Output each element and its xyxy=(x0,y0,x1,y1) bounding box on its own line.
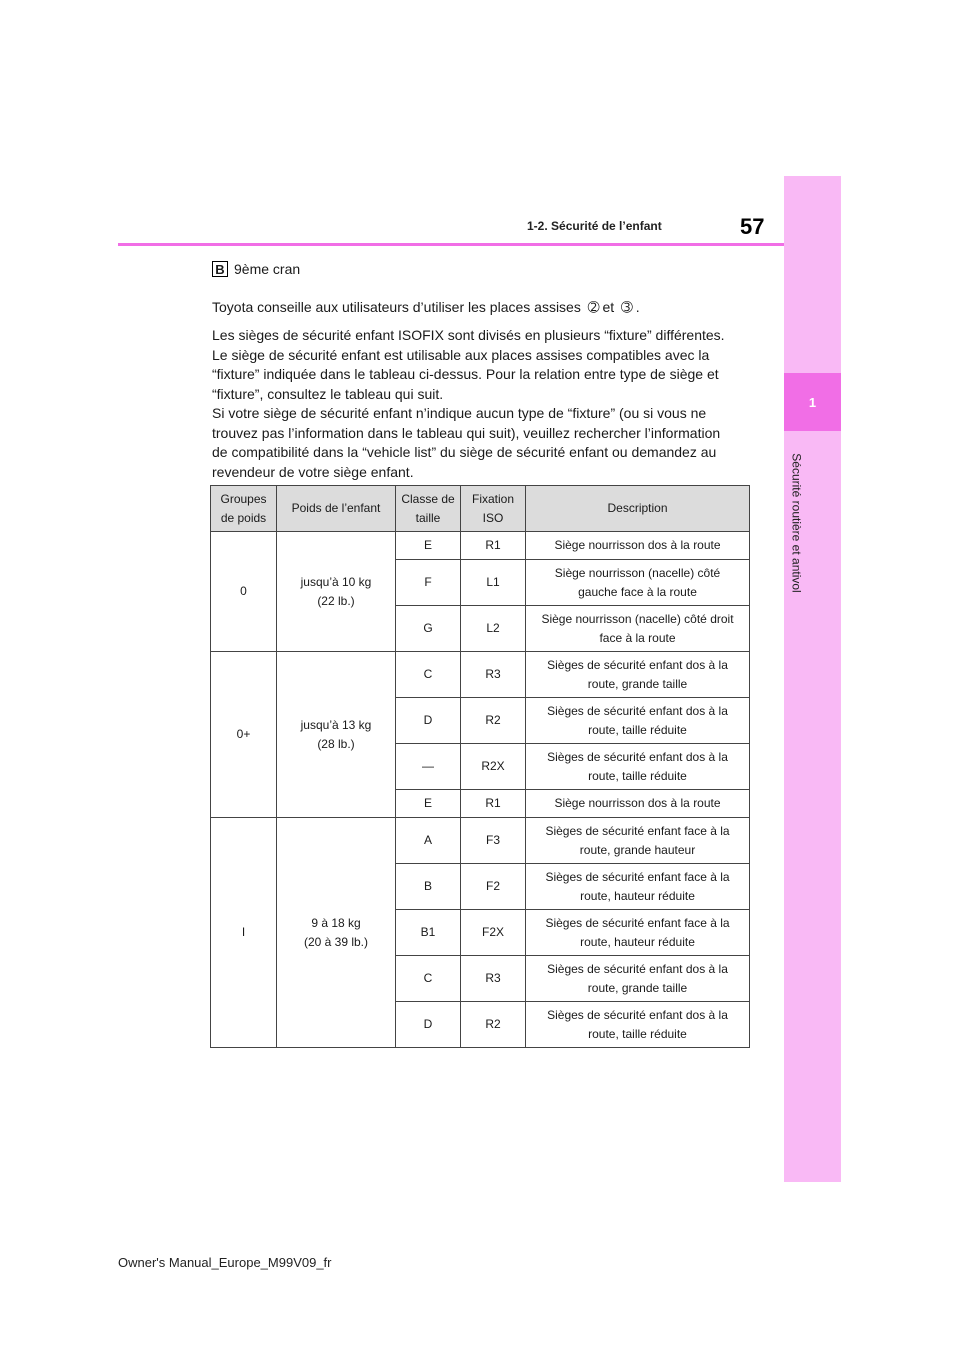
description-cell xyxy=(526,1002,750,1048)
explanation-line: “fixture” indiquée dans le tableau ci-dessus. Pour la relation entre type de siège et xyxy=(212,366,719,382)
size-class-cell: E xyxy=(396,532,461,560)
description-line: route, taille réduite xyxy=(588,1026,687,1041)
header-text: taille xyxy=(415,510,441,525)
isofix-explanation-paragraph xyxy=(212,326,752,482)
explanation-line: “fixture”, consultez le tableau qui suit. xyxy=(212,385,444,402)
description-line: route, taille réduite xyxy=(588,722,687,737)
description-line: route, grande taille xyxy=(587,980,688,995)
section-title: 1-2. Sécurité de l’enfant xyxy=(527,219,662,233)
explanation-line: revendeur de votre siège enfant. xyxy=(212,463,414,480)
header-size-class xyxy=(396,486,461,532)
description-line: Sièges de sécurité enfant face à la xyxy=(545,915,730,930)
size-class-cell: D xyxy=(396,1002,461,1048)
size-class-cell: G xyxy=(396,606,461,652)
explanation-line: Les sièges de sécurité enfant ISOFIX sont divisés en plusieurs “fixture” différentes. xyxy=(212,327,725,343)
description-line: route, taille réduite xyxy=(588,768,687,783)
description-line: Siège nourrisson dos à la route xyxy=(554,796,721,810)
description-cell xyxy=(526,698,750,744)
size-class-cell: — xyxy=(396,744,461,790)
size-class-cell: C xyxy=(396,652,461,698)
description-line: Sièges de sécurité enfant dos à la xyxy=(547,657,728,672)
description-cell xyxy=(526,818,750,864)
description-line: Sièges de sécurité enfant dos à la xyxy=(547,703,728,718)
weight-lb: (22 lb.) xyxy=(317,593,355,608)
size-class-cell: A xyxy=(396,818,461,864)
description-line: Sièges de sécurité enfant dos à la xyxy=(547,961,728,976)
manual-footer: Owner's Manual_Europe_M99V09_fr xyxy=(118,1255,332,1270)
explanation-line: Si votre siège de sécurité enfant n’indique aucun type de “fixture” (ou si vous ne xyxy=(212,405,707,421)
child-weight-cell xyxy=(277,652,396,818)
header-description xyxy=(526,486,750,532)
iso-fixture-cell: R1 xyxy=(461,532,526,560)
description-line: gauche face à la route xyxy=(578,584,697,599)
description-line: Siège nourrisson (nacelle) côté droit xyxy=(541,611,734,626)
chapter-side-tab xyxy=(784,176,841,1182)
chapter-number-box xyxy=(784,373,841,431)
marker-b-label: 9ème cran xyxy=(234,261,301,277)
weight-group-cell: I xyxy=(211,818,277,1048)
iso-fixture-cell: F2 xyxy=(461,864,526,910)
iso-fixture-cell: R1 xyxy=(461,790,526,818)
weight-kg: jusqu’à 10 kg xyxy=(300,574,372,589)
weight-group-cell: 0 xyxy=(211,532,277,652)
description-line: route, grande hauteur xyxy=(579,842,696,857)
iso-fixture-cell: R2X xyxy=(461,744,526,790)
iso-fixture-cell: F2X xyxy=(461,910,526,956)
size-class-cell: D xyxy=(396,698,461,744)
size-class-cell: E xyxy=(396,790,461,818)
description-line: Sièges de sécurité enfant dos à la xyxy=(547,749,728,764)
explanation-line: de compatibilité dans la “vehicle list” du siège de sécurité enfant ou demandez au xyxy=(212,444,717,460)
description-cell xyxy=(526,864,750,910)
seat-3-icon: ➂ xyxy=(621,299,633,315)
description-line: route, grande taille xyxy=(587,676,688,691)
child-weight-cell xyxy=(277,818,396,1048)
size-class-cell: C xyxy=(396,956,461,1002)
header-text: ISO xyxy=(482,510,504,525)
iso-fixture-cell: R2 xyxy=(461,698,526,744)
chapter-label: Sécurité routière et antivol xyxy=(790,452,804,593)
header-child-weight xyxy=(277,486,396,532)
weight-lb: (20 à 39 lb.) xyxy=(303,934,369,949)
description-cell xyxy=(526,532,750,560)
weight-lb: (28 lb.) xyxy=(317,736,355,751)
weight-kg: 9 à 18 kg xyxy=(311,915,361,930)
header-text: Fixation xyxy=(471,491,515,506)
table-row xyxy=(211,532,750,560)
iso-fixture-cell: R3 xyxy=(461,652,526,698)
header-text: Classe de xyxy=(401,491,455,506)
description-line: route, hauteur réduite xyxy=(580,934,695,949)
header-text: Description xyxy=(607,501,668,515)
marker-b-row xyxy=(212,261,300,277)
iso-fixture-cell: L2 xyxy=(461,606,526,652)
explanation-line: Le siège de sécurité enfant est utilisable aux places assises compatibles avec la xyxy=(212,346,710,363)
description-cell xyxy=(526,560,750,606)
child-weight-cell xyxy=(277,532,396,652)
page-number: 57 xyxy=(740,214,765,239)
header-weight-group xyxy=(211,486,277,532)
table-row xyxy=(211,652,750,698)
size-class-cell: B1 xyxy=(396,910,461,956)
table-header-row xyxy=(211,486,750,532)
header-text: Poids de l’enfant xyxy=(291,501,381,515)
chapter-label-container xyxy=(777,440,817,605)
size-class-cell: B xyxy=(396,864,461,910)
description-cell xyxy=(526,910,750,956)
description-cell xyxy=(526,956,750,1002)
recommendation-end: . xyxy=(635,299,640,315)
header-text: de poids xyxy=(220,510,267,525)
description-cell xyxy=(526,652,750,698)
iso-fixture-cell: F3 xyxy=(461,818,526,864)
recommendation-text: Toyota conseille aux utilisateurs d’utiliser les places assises xyxy=(212,299,581,315)
description-line: Sièges de sécurité enfant face à la xyxy=(545,823,730,838)
recommendation-paragraph xyxy=(212,298,640,318)
iso-fixture-cell: R2 xyxy=(461,1002,526,1048)
description-line: Sièges de sécurité enfant face à la xyxy=(545,869,730,884)
size-class-cell: F xyxy=(396,560,461,606)
description-cell xyxy=(526,744,750,790)
iso-fixture-cell: R3 xyxy=(461,956,526,1002)
description-cell xyxy=(526,606,750,652)
description-line: Siège nourrisson dos à la route xyxy=(554,538,721,552)
header-iso-fixture xyxy=(461,486,526,532)
description-line: Sièges de sécurité enfant dos à la xyxy=(547,1007,728,1022)
header-divider xyxy=(118,243,784,246)
description-line: route, hauteur réduite xyxy=(580,888,695,903)
weight-kg: jusqu’à 13 kg xyxy=(300,717,372,732)
iso-fixture-cell: L1 xyxy=(461,560,526,606)
seat-2-icon: ➁ xyxy=(587,299,600,315)
header-text: Groupes xyxy=(220,491,267,506)
isofix-fixture-table xyxy=(210,485,750,1048)
recommendation-and: et xyxy=(602,299,615,315)
description-cell xyxy=(526,790,750,818)
table-row xyxy=(211,818,750,864)
description-line: Siège nourrisson (nacelle) côté xyxy=(554,565,721,580)
marker-b-icon: B xyxy=(212,261,228,277)
chapter-number: 1 xyxy=(808,394,817,410)
description-line: face à la route xyxy=(599,630,676,645)
explanation-line: trouvez pas l’information dans le tableau qui suit), veuillez rechercher l’information xyxy=(212,424,721,441)
weight-group-cell: 0+ xyxy=(211,652,277,818)
